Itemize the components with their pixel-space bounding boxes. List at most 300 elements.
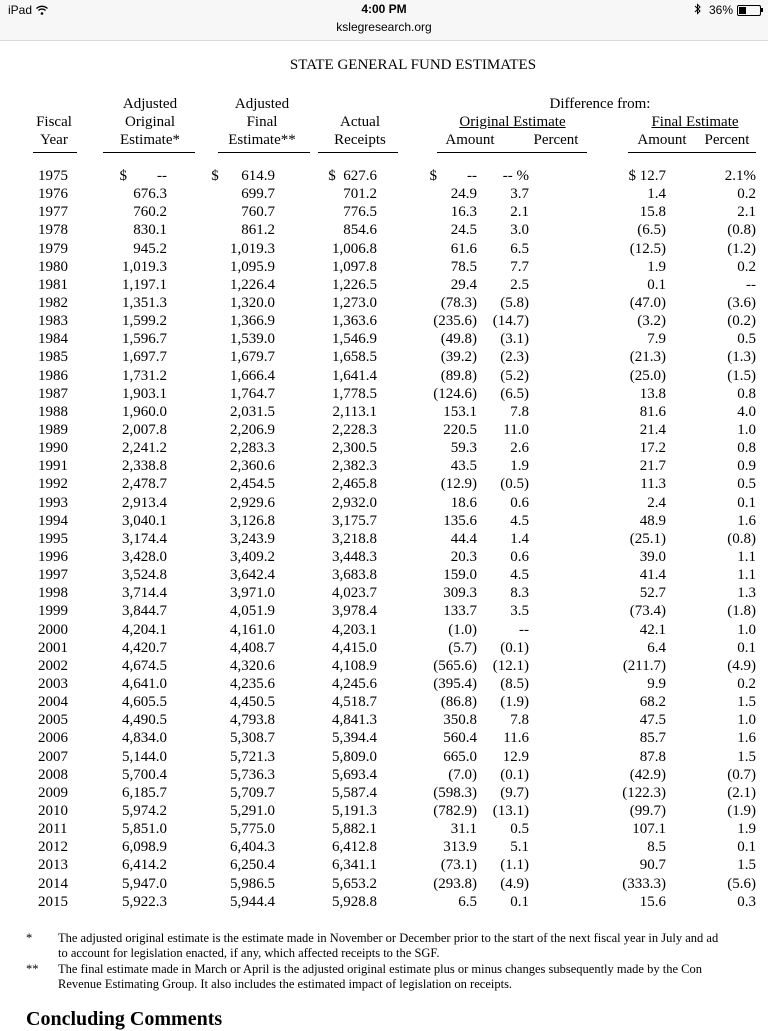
cell-orig-diff-percent: 0.6 bbox=[510, 494, 529, 511]
document-title: STATE GENERAL FUND ESTIMATES bbox=[289, 57, 537, 73]
cell-final-diff-percent: (1.8) bbox=[727, 603, 756, 620]
cell-orig-diff-amount: 6.5 bbox=[458, 893, 477, 910]
header-original-estimate: Original Estimate bbox=[459, 114, 566, 130]
cell-orig-diff-percent: 3.5 bbox=[510, 603, 529, 620]
cell-adj-final: 2,929.6 bbox=[230, 494, 275, 511]
cell-final-diff-amount: 81.6 bbox=[639, 403, 666, 420]
table-row bbox=[0, 348, 768, 366]
cell-adj-original: 945.2 bbox=[133, 240, 167, 257]
cell-adj-final: $ 614.9 bbox=[211, 168, 275, 185]
cell-orig-diff-percent: (8.5) bbox=[500, 676, 529, 692]
cell-orig-diff-amount: (598.3) bbox=[433, 784, 477, 801]
cell-adj-original: 6,414.2 bbox=[122, 857, 167, 874]
cell-final-diff-amount: 21.7 bbox=[639, 458, 666, 475]
cell-orig-diff-amount: 24.5 bbox=[450, 222, 477, 239]
section-heading: Concluding Comments bbox=[26, 1008, 223, 1030]
cell-orig-diff-percent: (12.1) bbox=[492, 657, 529, 674]
cell-adj-final: 5,709.7 bbox=[230, 784, 275, 801]
cell-adj-original: 5,947.0 bbox=[122, 875, 167, 892]
table-row bbox=[0, 838, 768, 856]
cell-adj-original: 3,714.4 bbox=[122, 585, 167, 602]
cell-adj-original: 1,351.3 bbox=[122, 295, 167, 312]
table-row bbox=[0, 385, 768, 403]
cell-fiscal-year: 2014 bbox=[38, 875, 68, 892]
cell-adj-original: 2,913.4 bbox=[122, 494, 167, 511]
cell-orig-diff-amount: (7.0) bbox=[448, 766, 477, 783]
cell-orig-diff-percent: 2.1 bbox=[510, 204, 529, 221]
cell-actual-receipts: 5,394.4 bbox=[332, 730, 377, 747]
table-row bbox=[0, 240, 768, 258]
cell-fiscal-year: 1980 bbox=[38, 258, 68, 275]
cell-actual-receipts: 5,882.1 bbox=[332, 821, 377, 838]
cell-fiscal-year: 2006 bbox=[38, 730, 68, 747]
battery-tip bbox=[761, 8, 763, 12]
cell-actual-receipts: 2,465.8 bbox=[332, 476, 377, 493]
cell-final-diff-percent: 0.8 bbox=[737, 385, 756, 402]
cell-fiscal-year: 2015 bbox=[38, 893, 68, 910]
cell-fiscal-year: 1993 bbox=[38, 494, 68, 511]
cell-orig-diff-percent: 4.5 bbox=[510, 567, 529, 584]
cell-actual-receipts: 4,841.3 bbox=[332, 712, 377, 729]
cell-actual-receipts: 4,245.6 bbox=[332, 676, 377, 692]
cell-final-diff-amount: 15.8 bbox=[639, 204, 666, 221]
table-row bbox=[0, 874, 768, 892]
table-row bbox=[0, 766, 768, 784]
estimates-table bbox=[0, 167, 768, 911]
cell-final-diff-amount: 107.1 bbox=[632, 821, 666, 838]
cell-actual-receipts: 2,113.1 bbox=[332, 403, 377, 420]
cell-final-diff-amount: 7.9 bbox=[647, 331, 666, 348]
cell-final-diff-percent: -- bbox=[746, 276, 756, 293]
cell-final-diff-amount: 52.7 bbox=[639, 585, 666, 602]
cell-adj-final: 760.7 bbox=[241, 204, 275, 221]
cell-final-diff-percent: (5.6) bbox=[727, 875, 756, 892]
table-row bbox=[0, 621, 768, 639]
cell-adj-final: 1,320.0 bbox=[230, 295, 275, 312]
cell-adj-final: 699.7 bbox=[241, 186, 275, 203]
cell-orig-diff-percent: 8.3 bbox=[510, 585, 529, 602]
cell-final-diff-amount: 15.6 bbox=[639, 893, 666, 910]
bluetooth-icon bbox=[694, 3, 702, 15]
header-rule bbox=[628, 152, 756, 153]
cell-adj-original: 4,834.0 bbox=[122, 730, 167, 747]
cell-adj-final: 2,283.3 bbox=[230, 440, 275, 457]
cell-fiscal-year: 2003 bbox=[38, 676, 68, 692]
cell-fiscal-year: 1992 bbox=[38, 476, 68, 493]
cell-adj-final: 4,793.8 bbox=[230, 712, 275, 729]
cell-orig-diff-percent: 7.8 bbox=[510, 403, 529, 420]
cell-final-diff-amount: 13.8 bbox=[639, 385, 666, 402]
cell-adj-final: 4,450.5 bbox=[230, 694, 275, 711]
cell-adj-final: 1,226.4 bbox=[230, 276, 275, 293]
cell-orig-diff-amount: (49.8) bbox=[440, 331, 477, 348]
cell-adj-original: 1,903.1 bbox=[122, 385, 167, 402]
cell-adj-final: 3,243.9 bbox=[230, 530, 275, 547]
table-row bbox=[0, 258, 768, 276]
cell-orig-diff-percent: (0.1) bbox=[500, 766, 529, 783]
cell-actual-receipts: 5,587.4 bbox=[332, 784, 377, 801]
cell-adj-final: 5,291.0 bbox=[230, 802, 275, 819]
cell-fiscal-year: 1996 bbox=[38, 549, 68, 566]
cell-final-diff-percent: 0.1 bbox=[737, 494, 756, 511]
cell-actual-receipts: 6,412.8 bbox=[332, 839, 377, 856]
cell-final-diff-percent: (3.6) bbox=[727, 295, 756, 312]
cell-orig-diff-amount: 43.5 bbox=[450, 458, 477, 475]
cell-adj-original: 1,596.7 bbox=[122, 331, 167, 348]
cell-final-diff-percent: (0.8) bbox=[727, 530, 756, 547]
cell-orig-diff-percent: 4.5 bbox=[510, 512, 529, 529]
device-label: iPad bbox=[8, 3, 33, 17]
cell-adj-original: 6,098.9 bbox=[122, 839, 167, 856]
cell-final-diff-percent: 1.3 bbox=[737, 585, 756, 602]
cell-orig-diff-amount: 309.3 bbox=[443, 585, 477, 602]
cell-fiscal-year: 1998 bbox=[38, 585, 68, 602]
cell-fiscal-year: 2010 bbox=[38, 802, 68, 819]
cell-adj-original: 830.1 bbox=[133, 222, 167, 239]
cell-final-diff-percent: 1.6 bbox=[737, 512, 756, 529]
cell-fiscal-year: 1987 bbox=[38, 385, 68, 402]
cell-final-diff-percent: 1.0 bbox=[737, 621, 756, 638]
cell-final-diff-amount: 11.3 bbox=[640, 476, 666, 493]
cell-adj-original: 4,420.7 bbox=[122, 639, 167, 656]
url-bar[interactable]: kslegresearch.org bbox=[336, 20, 432, 34]
cell-fiscal-year: 1988 bbox=[38, 403, 68, 420]
cell-final-diff-percent: 1.0 bbox=[737, 712, 756, 729]
cell-adj-final: 1,539.0 bbox=[230, 331, 275, 348]
cell-adj-original: 1,960.0 bbox=[122, 403, 167, 420]
table-row bbox=[0, 584, 768, 602]
cell-orig-diff-percent: (2.3) bbox=[500, 349, 529, 366]
table-row bbox=[0, 457, 768, 475]
cell-orig-diff-amount: (5.7) bbox=[448, 639, 477, 656]
table-row bbox=[0, 548, 768, 566]
table-row bbox=[0, 639, 768, 657]
cell-orig-diff-amount: 220.5 bbox=[443, 422, 477, 439]
header-rule bbox=[33, 152, 77, 153]
cell-final-diff-amount: (99.7) bbox=[629, 802, 666, 819]
header-actual: Actual Receipts bbox=[334, 114, 386, 148]
cell-orig-diff-amount: 29.4 bbox=[450, 276, 477, 293]
cell-fiscal-year: 2009 bbox=[38, 784, 68, 801]
cell-actual-receipts: 1,097.8 bbox=[332, 258, 377, 275]
cell-actual-receipts: 2,300.5 bbox=[332, 440, 377, 457]
cell-actual-receipts: 3,978.4 bbox=[332, 603, 377, 620]
cell-final-diff-percent: (1.3) bbox=[727, 349, 756, 366]
cell-adj-final: 4,161.0 bbox=[230, 621, 275, 638]
cell-adj-final: 6,404.3 bbox=[230, 839, 275, 856]
cell-orig-diff-amount: 78.5 bbox=[450, 258, 477, 275]
cell-orig-diff-percent: 1.9 bbox=[510, 458, 529, 475]
cell-orig-diff-amount: 560.4 bbox=[443, 730, 477, 747]
cell-actual-receipts: 5,693.4 bbox=[332, 766, 377, 783]
cell-adj-original: 760.2 bbox=[133, 204, 167, 221]
cell-orig-diff-amount: 44.4 bbox=[450, 530, 477, 547]
cell-final-diff-amount: 2.4 bbox=[647, 494, 666, 511]
cell-final-diff-percent: 0.1 bbox=[737, 839, 756, 856]
cell-orig-diff-amount: 20.3 bbox=[450, 549, 477, 566]
cell-final-diff-amount: (3.2) bbox=[637, 313, 666, 330]
cell-adj-original: 4,674.5 bbox=[122, 657, 167, 674]
cell-final-diff-percent: (1.9) bbox=[727, 802, 756, 819]
cell-orig-diff-percent: 1.4 bbox=[510, 530, 529, 547]
cell-adj-original: 3,524.8 bbox=[122, 567, 167, 584]
cell-orig-diff-percent: (0.1) bbox=[500, 639, 529, 656]
cell-final-diff-percent: 4.0 bbox=[737, 403, 756, 420]
cell-final-diff-amount: (73.4) bbox=[629, 603, 666, 620]
cell-final-diff-percent: 0.5 bbox=[737, 331, 756, 348]
cell-orig-diff-percent: 7.7 bbox=[510, 258, 529, 275]
cell-orig-diff-percent: 0.6 bbox=[510, 549, 529, 566]
table-row bbox=[0, 203, 768, 221]
cell-orig-diff-percent: (1.1) bbox=[500, 857, 529, 874]
table-row bbox=[0, 748, 768, 766]
cell-orig-diff-percent: 3.0 bbox=[510, 222, 529, 239]
cell-adj-final: 5,944.4 bbox=[230, 893, 275, 910]
cell-orig-diff-amount: (782.9) bbox=[433, 802, 477, 819]
cell-final-diff-amount: 41.4 bbox=[639, 567, 666, 584]
cell-final-diff-amount: (21.3) bbox=[629, 349, 666, 366]
cell-adj-final: 2,206.9 bbox=[230, 422, 275, 439]
table-row bbox=[0, 475, 768, 493]
cell-actual-receipts: 5,809.0 bbox=[332, 748, 377, 765]
cell-final-diff-amount: (333.3) bbox=[622, 875, 666, 892]
cell-adj-final: 1,666.4 bbox=[230, 367, 275, 384]
cell-fiscal-year: 1999 bbox=[38, 603, 68, 620]
clock: 4:00 PM bbox=[361, 2, 407, 16]
table-row bbox=[0, 494, 768, 512]
cell-final-diff-amount: 1.4 bbox=[647, 186, 666, 203]
cell-adj-final: 861.2 bbox=[241, 222, 275, 239]
cell-orig-diff-amount: (78.3) bbox=[440, 295, 477, 312]
cell-orig-diff-amount: (89.8) bbox=[440, 367, 477, 384]
cell-final-diff-amount: (42.9) bbox=[629, 766, 666, 783]
cell-adj-original: 4,204.1 bbox=[122, 621, 167, 638]
cell-fiscal-year: 1976 bbox=[38, 186, 68, 203]
cell-final-diff-percent: 1.1 bbox=[737, 549, 756, 566]
cell-final-diff-amount: 85.7 bbox=[639, 730, 666, 747]
cell-adj-final: 5,775.0 bbox=[230, 821, 275, 838]
table-row bbox=[0, 221, 768, 239]
cell-final-diff-amount: 6.4 bbox=[647, 639, 666, 656]
cell-final-diff-amount: 1.9 bbox=[647, 258, 666, 275]
cell-actual-receipts: 3,448.3 bbox=[332, 549, 377, 566]
battery-icon bbox=[737, 5, 761, 16]
cell-actual-receipts: 776.5 bbox=[343, 204, 377, 221]
cell-orig-diff-amount: 665.0 bbox=[443, 748, 477, 765]
cell-final-diff-percent: 0.2 bbox=[737, 186, 756, 203]
cell-orig-diff-percent: 0.5 bbox=[510, 821, 529, 838]
cell-orig-diff-amount: (565.6) bbox=[433, 657, 477, 674]
table-row bbox=[0, 566, 768, 584]
table-row bbox=[0, 439, 768, 457]
cell-orig-diff-percent: (5.8) bbox=[500, 295, 529, 312]
cell-fiscal-year: 1991 bbox=[38, 458, 68, 475]
cell-adj-original: 2,241.2 bbox=[122, 440, 167, 457]
table-row bbox=[0, 312, 768, 330]
cell-actual-receipts: 4,108.9 bbox=[332, 657, 377, 674]
cell-adj-final: 5,986.5 bbox=[230, 875, 275, 892]
cell-actual-receipts: 3,175.7 bbox=[332, 512, 377, 529]
cell-orig-diff-percent: (0.5) bbox=[500, 476, 529, 493]
cell-final-diff-amount: 68.2 bbox=[639, 694, 666, 711]
table-row bbox=[0, 602, 768, 620]
cell-final-diff-amount: (12.5) bbox=[629, 240, 666, 257]
cell-actual-receipts: 1,273.0 bbox=[332, 295, 377, 312]
cell-final-diff-percent: 0.2 bbox=[737, 258, 756, 275]
cell-fiscal-year: 1994 bbox=[38, 512, 68, 529]
cell-adj-final: 4,051.9 bbox=[230, 603, 275, 620]
cell-orig-diff-amount: 31.1 bbox=[450, 821, 477, 838]
cell-adj-final: 1,095.9 bbox=[230, 258, 275, 275]
cell-orig-diff-percent: (3.1) bbox=[500, 331, 529, 348]
table-row bbox=[0, 820, 768, 838]
footnote-text: to account for legislation enacted, if any, which affected receipts to the SGF. bbox=[58, 946, 440, 960]
cell-adj-original: 6,185.7 bbox=[122, 784, 167, 801]
cell-fiscal-year: 2004 bbox=[38, 694, 68, 711]
cell-final-diff-amount: (122.3) bbox=[622, 784, 666, 801]
cell-actual-receipts: 4,518.7 bbox=[332, 694, 377, 711]
header-adj-original: Adjusted Original Estimate* bbox=[120, 96, 180, 148]
cell-orig-diff-percent: 11.6 bbox=[503, 730, 529, 747]
header-final-percent: Percent bbox=[704, 132, 750, 148]
cell-orig-diff-amount: 59.3 bbox=[450, 440, 477, 457]
cell-adj-final: 5,736.3 bbox=[230, 766, 275, 783]
cell-adj-original: 3,428.0 bbox=[122, 549, 167, 566]
cell-final-diff-percent: (4.9) bbox=[727, 657, 756, 674]
table-row bbox=[0, 276, 768, 294]
header-orig-percent: Percent bbox=[533, 132, 579, 148]
cell-actual-receipts: 4,203.1 bbox=[332, 621, 377, 638]
cell-fiscal-year: 1995 bbox=[38, 530, 68, 547]
cell-orig-diff-amount: 18.6 bbox=[450, 494, 477, 511]
header-adj-final: Adjusted Final Estimate** bbox=[228, 96, 296, 148]
cell-adj-final: 1,679.7 bbox=[230, 349, 275, 366]
cell-final-diff-amount: 42.1 bbox=[639, 621, 666, 638]
cell-actual-receipts: 701.2 bbox=[343, 186, 377, 203]
cell-orig-diff-amount: (395.4) bbox=[433, 676, 477, 692]
cell-final-diff-percent: (0.2) bbox=[727, 313, 756, 330]
cell-fiscal-year: 2012 bbox=[38, 839, 68, 856]
cell-orig-diff-percent: 5.1 bbox=[510, 839, 529, 856]
cell-final-diff-percent: 1.9 bbox=[737, 821, 756, 838]
cell-adj-final: 4,320.6 bbox=[230, 657, 275, 674]
cell-adj-final: 3,409.2 bbox=[230, 549, 275, 566]
cell-final-diff-amount: (47.0) bbox=[629, 295, 666, 312]
cell-adj-final: 1,764.7 bbox=[230, 385, 275, 402]
cell-orig-diff-percent: (5.2) bbox=[500, 367, 529, 384]
cell-final-diff-amount: $ 12.7 bbox=[628, 168, 666, 185]
table-row bbox=[0, 367, 768, 385]
cell-fiscal-year: 1977 bbox=[38, 204, 68, 221]
cell-adj-final: 1,366.9 bbox=[230, 313, 275, 330]
cell-actual-receipts: 1,006.8 bbox=[332, 240, 377, 257]
cell-orig-diff-percent: 11.0 bbox=[503, 422, 529, 439]
header-rule bbox=[318, 152, 398, 153]
cell-orig-diff-amount: (73.1) bbox=[440, 857, 477, 874]
cell-actual-receipts: 1,363.6 bbox=[332, 313, 377, 330]
table-row bbox=[0, 294, 768, 312]
cell-orig-diff-amount: (1.0) bbox=[448, 621, 477, 638]
cell-final-diff-percent: 2.1% bbox=[724, 168, 756, 185]
table-row bbox=[0, 784, 768, 802]
cell-fiscal-year: 2001 bbox=[38, 639, 68, 656]
table-row bbox=[0, 512, 768, 530]
cell-actual-receipts: 4,415.0 bbox=[332, 639, 377, 656]
status-bar bbox=[0, 0, 768, 41]
cell-actual-receipts: 854.6 bbox=[343, 222, 377, 239]
header-final-estimate: Final Estimate bbox=[651, 114, 739, 130]
cell-orig-diff-percent: -- bbox=[519, 621, 529, 638]
cell-fiscal-year: 1978 bbox=[38, 222, 68, 239]
cell-adj-original: 5,700.4 bbox=[122, 766, 167, 783]
cell-adj-final: 4,408.7 bbox=[230, 639, 275, 656]
cell-fiscal-year: 1997 bbox=[38, 567, 68, 584]
cell-adj-final: 2,454.5 bbox=[230, 476, 275, 493]
cell-orig-diff-percent: -- % bbox=[502, 168, 529, 185]
header-final-amount: Amount bbox=[637, 132, 687, 148]
cell-adj-final: 3,971.0 bbox=[230, 585, 275, 602]
cell-adj-final: 2,031.5 bbox=[230, 403, 275, 420]
cell-adj-original: 5,851.0 bbox=[122, 821, 167, 838]
battery-percent: 36% bbox=[709, 3, 734, 17]
cell-final-diff-percent: 0.5 bbox=[737, 476, 756, 493]
cell-orig-diff-amount: 313.9 bbox=[443, 839, 477, 856]
cell-orig-diff-percent: 6.5 bbox=[510, 240, 529, 257]
cell-final-diff-percent: 1.0 bbox=[737, 422, 756, 439]
cell-fiscal-year: 2008 bbox=[38, 766, 68, 783]
header-rule bbox=[218, 152, 310, 153]
cell-final-diff-percent: 1.5 bbox=[737, 857, 756, 874]
cell-adj-original: 1,599.2 bbox=[122, 313, 167, 330]
cell-fiscal-year: 2007 bbox=[38, 748, 68, 765]
cell-actual-receipts: 5,653.2 bbox=[332, 875, 377, 892]
cell-actual-receipts: 5,191.3 bbox=[332, 802, 377, 819]
cell-orig-diff-percent: 12.9 bbox=[502, 748, 529, 765]
cell-orig-diff-amount: 135.6 bbox=[443, 512, 477, 529]
cell-fiscal-year: 1986 bbox=[38, 367, 68, 384]
cell-fiscal-year: 1985 bbox=[38, 349, 68, 366]
cell-adj-final: 3,642.4 bbox=[230, 567, 275, 584]
cell-orig-diff-amount: (235.6) bbox=[433, 313, 477, 330]
table-row bbox=[0, 530, 768, 548]
cell-final-diff-amount: 17.2 bbox=[639, 440, 666, 457]
footnote-mark: ** bbox=[26, 962, 39, 976]
cell-final-diff-percent: 1.1 bbox=[737, 567, 756, 584]
cell-final-diff-percent: 0.9 bbox=[737, 458, 756, 475]
cell-adj-original: 5,144.0 bbox=[122, 748, 167, 765]
cell-orig-diff-percent: 3.7 bbox=[510, 186, 529, 203]
footnote-text: The final estimate made in March or April is the adjusted original estimate plus or minus changes subsequently made by the Con bbox=[58, 962, 702, 976]
cell-orig-diff-percent: (1.9) bbox=[500, 694, 529, 711]
cell-adj-original: 2,478.7 bbox=[122, 476, 167, 493]
cell-adj-final: 5,721.3 bbox=[230, 748, 275, 765]
cell-adj-original: 1,019.3 bbox=[122, 258, 167, 275]
cell-orig-diff-amount: 61.6 bbox=[450, 240, 477, 257]
cell-actual-receipts: 2,228.3 bbox=[332, 422, 377, 439]
table-row bbox=[0, 421, 768, 439]
cell-final-diff-percent: (1.2) bbox=[727, 240, 756, 257]
table-row bbox=[0, 657, 768, 675]
cell-final-diff-percent: 0.2 bbox=[737, 676, 756, 692]
cell-final-diff-percent: (1.5) bbox=[727, 367, 756, 384]
cell-orig-diff-amount: (86.8) bbox=[440, 694, 477, 711]
cell-orig-diff-amount: 153.1 bbox=[443, 403, 477, 420]
cell-adj-original: 4,641.0 bbox=[122, 676, 167, 692]
cell-final-diff-percent: 0.8 bbox=[737, 440, 756, 457]
cell-orig-diff-percent: (13.1) bbox=[492, 802, 529, 819]
cell-adj-final: 5,308.7 bbox=[230, 730, 275, 747]
cell-final-diff-amount: (25.0) bbox=[629, 367, 666, 384]
